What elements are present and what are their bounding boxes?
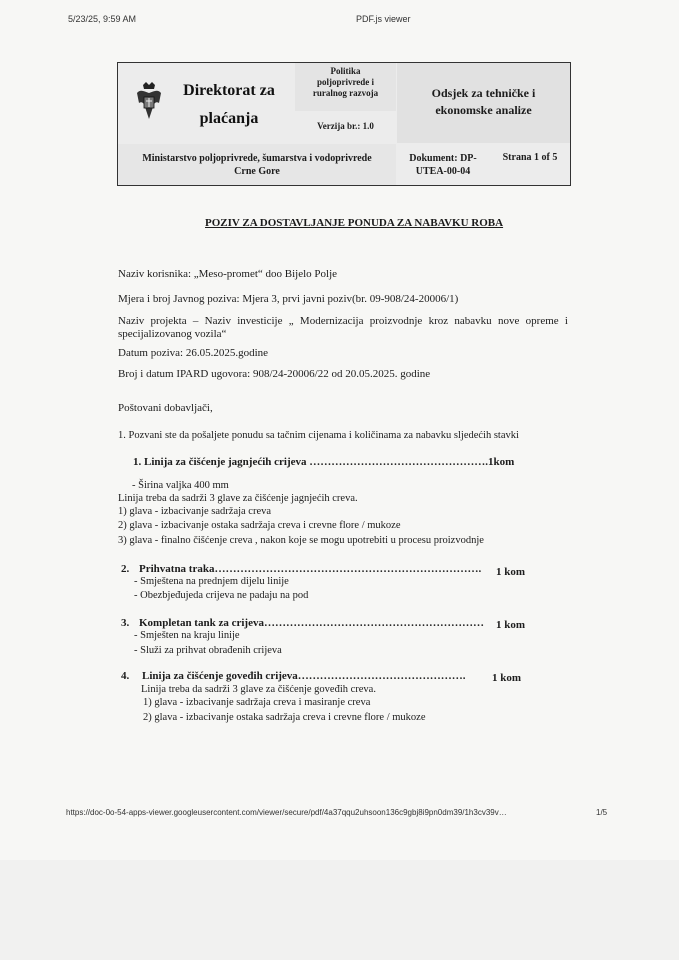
invitation-text: 1. Pozvani ste da pošaljete ponudu sa tačnim cijenama i količinama za nabavku sljedećih stavki — [118, 430, 519, 441]
item-1-line: 2) glava - izbacivanje ostaka sadržaja creva i crevne flore / mukoze — [118, 520, 401, 531]
call-date: Datum poziva: 26.05.2025.godine — [118, 347, 269, 359]
department-label — [405, 85, 562, 119]
department-cell — [397, 63, 570, 143]
item-4-line: 2) glava - izbacivanje ostaka sadržaja creva i crevne flore / mukoze — [143, 712, 426, 723]
print-page-number: 1/5 — [596, 808, 608, 817]
version-cell — [295, 112, 396, 143]
item-1-bullet: - Širina valjka 400 mm — [132, 480, 229, 491]
department-line2: ekonomske analize — [435, 103, 532, 117]
policy-line3: ruralnog razvoja — [312, 88, 379, 98]
document-code-line1: Dokument: DP- — [409, 153, 477, 164]
print-url: https://doc-0o-54-apps-viewer.googleusercontent.com/viewer/secure/pdf/4a37qqu2uhsoon136c9gbj8i9pn0dm39/1h3cv39v… — [66, 808, 507, 817]
item-3-number: 3. — [121, 617, 130, 629]
item-2-number: 2. — [121, 563, 130, 575]
version-label: Verzija br.: 1.0 — [317, 121, 374, 131]
item-2-quantity: 1 kom — [496, 566, 526, 578]
item-2-heading: Prihvatna traka………………………………………………………………. — [139, 563, 482, 575]
item-4-line: 1) glava - izbacivanje sadržaja creva i masiranje creva — [143, 697, 371, 708]
ipard-contract: Broj i datum IPARD ugovora: 908/24-20006/22 od 20.05.2025. godine — [118, 368, 431, 380]
policy-cell — [295, 63, 396, 111]
item-4-number: 4. — [121, 670, 130, 682]
ministry-line1: Ministarstvo poljoprivrede, šumarstva i vodoprivrede — [142, 153, 372, 164]
page-number: Strana 1 of 5 — [502, 152, 558, 163]
document-code — [399, 152, 487, 178]
policy-line2: poljoprivrede i — [316, 77, 375, 87]
item-2-bullet: - Obezbjeđujeda crijeva ne padaju na pod — [134, 590, 309, 601]
ministry-line2: Crne Gore — [234, 166, 280, 177]
ministry-cell — [118, 144, 396, 185]
greeting: Poštovani dobavljači, — [118, 402, 213, 414]
item-1-line: 1) glava - izbacivanje sadržaja creva — [118, 506, 272, 517]
coat-of-arms-icon — [134, 81, 164, 121]
ministry-label — [122, 152, 392, 178]
print-viewer-title: PDF.js viewer — [356, 14, 411, 24]
item-3-quantity: 1 kom — [496, 619, 526, 631]
item-3-bullet: - Služi za prihvat obrađenih crijeva — [134, 645, 282, 656]
item-1-line: 3) glava - finalno čišćenje creva , nakon koje se mogu upotrebiti u procesu proizvodnje — [118, 535, 484, 546]
document-header-table — [117, 62, 571, 186]
item-3-bullet: - Smješten na kraju linije — [134, 630, 240, 641]
item-4-quantity: 1 kom — [492, 672, 522, 684]
department-line1: Odsjek za tehničke i — [431, 86, 536, 100]
org-name-line2: plaćanja — [199, 110, 259, 127]
org-name — [170, 77, 288, 133]
item-4-line: Linija treba da sadrži 3 glave za čišćenje govеđih creva. — [141, 684, 376, 695]
page-number-cell — [490, 144, 570, 185]
beneficiary-name: Naziv korisnika: „Meso-promet“ doo Bijelo Polje — [118, 268, 338, 280]
print-datetime: 5/23/25, 9:59 AM — [68, 14, 137, 24]
org-name-line1: Direktorat za — [183, 82, 275, 99]
scan-margin — [0, 860, 679, 960]
item-2-bullet: - Smještena na prednjem dijelu linije — [134, 576, 289, 587]
policy-line1: Politika — [330, 66, 361, 76]
project-name: Naziv projekta – Naziv investicije „ Modernizacija proizvodnje kroz nabavku nove opreme i specijalizovanog vozila“ — [118, 315, 568, 340]
measure-info: Mjera i broj Javnog poziva: Mjera 3, prvi javni poziv(br. 09-908/24-20006/1) — [118, 293, 459, 305]
document-code-cell — [397, 144, 489, 185]
item-3-heading: Kompletan tank za crijeva…………………………………………………… — [139, 617, 484, 629]
header-logo-cell — [118, 63, 294, 143]
item-1-line: Linija treba da sadrži 3 glave za čišćenje jagnjećih creva. — [118, 493, 358, 504]
document-code-line2: UTEA-00-04 — [415, 166, 471, 177]
item-1-heading: 1. Linija za čišćenje jagnjećih crijeva ………………………………………….1kom — [133, 456, 515, 468]
policy-label — [299, 66, 392, 99]
item-4-heading: Linija za čišćenje govеđih crijeva………………………………………. — [142, 670, 466, 682]
document-title: POZIV ZA DOSTAVLJANJE PONUDA ZA NABAVKU ROBA — [205, 217, 504, 229]
